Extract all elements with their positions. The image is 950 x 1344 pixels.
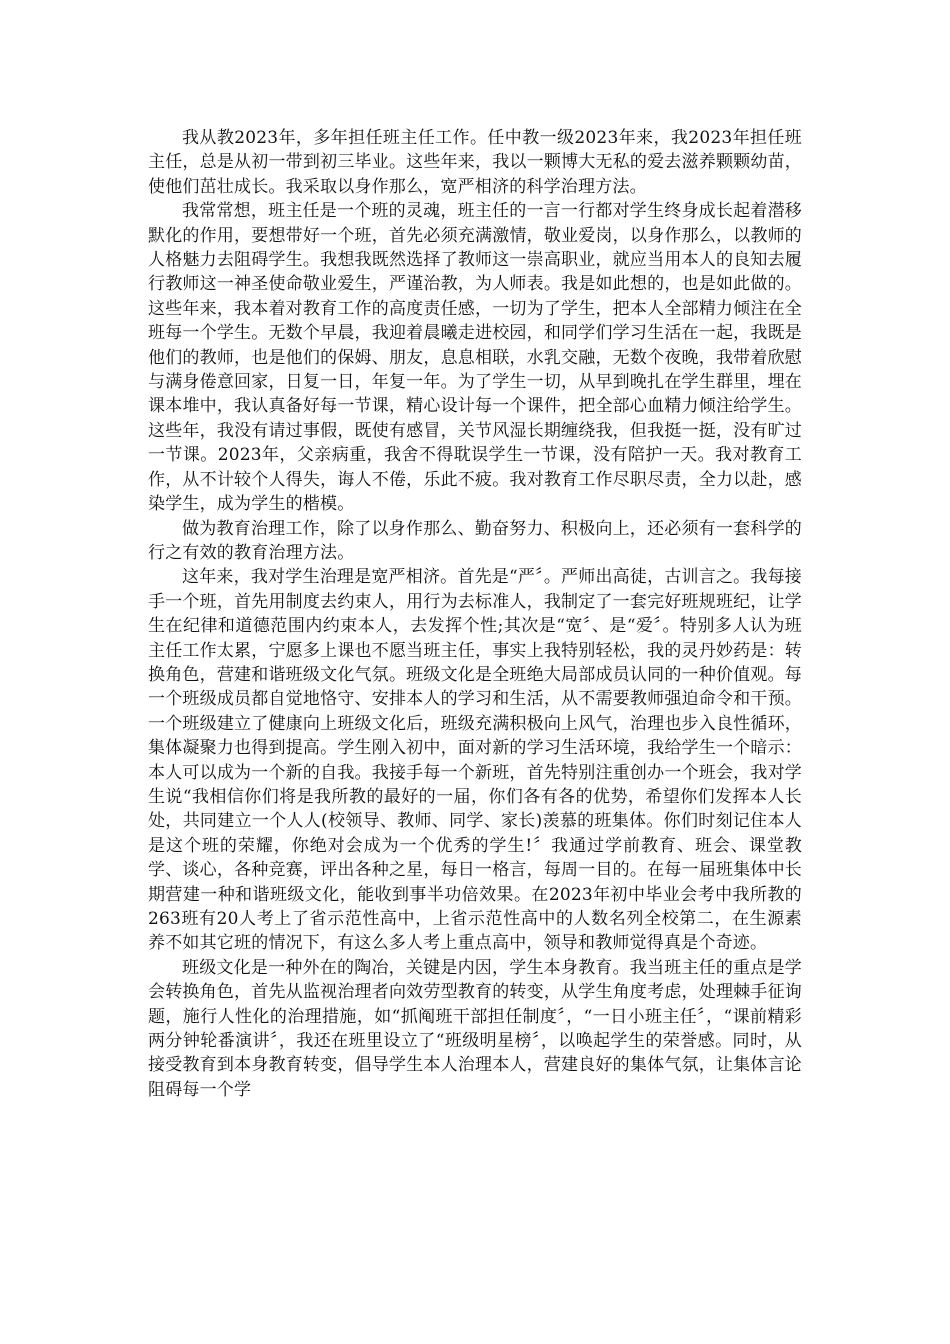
paragraph-4: 这年来，我对学生治理是宽严相济。首先是“严〞。严师出高徒，古训言之。我每接手一个班，首先用制度去约束人，用行为去标准人，我制定了一套完好班规班纪，让学生在纪律和道德范围内约束本人，去发挥个性;其次是“宽〞、是“爱〞。特别多人认为班主任工作太累，宁愿多上课也不愿当班主任，事实上我特别轻松，我的灵丹妙药是：转换角色，营建和谐班级文化气氛。班级文化是全班绝大局部成员认同的一种价值观。每一个班级成员都自觉地恪守、安排本人的学习和生活，从不需要教师强迫命令和干预。一个班级建立了健康向上班级文化后，班级充满积极向上风气，治理也步入良性循环，集体凝聚力也得到提高。学生刚入初中，面对新的学习生活环境，我给学生一个暗示：本人可以成为一个新的自我。我接手每一个新班，首先特别注重创办一个班会，我对学生说“我相信你们将是我所教的最好的一届，你们各有各的优势，希望你们发挥本人长处，共同建立一个人人(校领导、教师、同学、家长)羡慕的班集体。你们时刻记住本人是这个班的荣耀，你绝对会成为一个优秀的学生!〞我通过学前教育、班会、课堂教学、谈心，各种竞赛，评出各种之星，每日一格言，每周一目的。在每一届班集体中长期营建一种和谐班级文化，能收到事半功倍效果。在2023年初中毕业会考中我所教的263班有20人考上了省示范性高中，上省示范性高中的人数名列全校第二，在生源素养不如其它班的情况下，有这么多人考上重点高中，领导和教师觉得真是个奇迹。 — [148, 567, 802, 954]
paragraph-1: 我从教2023年，多年担任班主任工作。任中教一级2023年来，我2023年担任班主任，总是从初一带到初三毕业。这些年来，我以一颗博大无私的爱去滋养颗颗幼苗，使他们茁壮成长。我采取以身作那么，宽严相济的科学治理方法。 — [148, 128, 802, 197]
paragraph-2: 我常常想，班主任是一个班的灵魂，班主任的一言一行都对学生终身成长起着潜移默化的作用，要想带好一个班，首先必须充满激情，敬业爱岗，以身作那么，以教师的人格魅力去阻碍学生。我想我既然选择了教师这一崇高职业，就应当用本人的良知去履行教师这一神圣使命敬业爱生，严谨治教，为人师表。我是如此想的，也是如此做的。这些年来，我本着对教育工作的高度责任感，一切为了学生，把本人全部精力倾注在全班每一个学生。无数个早晨，我迎着晨曦走进校园，和同学们学习生活在一起，我既是他们的教师，也是他们的保姆、朋友，息息相联，水乳交融，无数个夜晚，我带着欣慰与满身倦意回家，日复一日，年复一年。为了学生一切，从早到晚扎在学生群里，埋在课本堆中，我认真备好每一节课，精心设计每一个课件，把全部心血精力倾注给学生。这些年，我没有请过事假，既使有感冒，关节风湿长期缠绕我，但我挺一挺，没有旷过一节课。2023年，父亲病重，我舍不得耽误学生一节课，没有陪护一天。我对教育工作，从不计较个人得失，诲人不倦，乐此不疲。我对教育工作尽职尽责，全力以赴，感染学生，成为学生的楷模。 — [148, 201, 802, 515]
document-page — [148, 126, 802, 1102]
paragraph-3: 做为教育治理工作，除了以身作那么、勤奋努力、积极向上，还必须有一套科学的行之有效的教育治理方法。 — [148, 518, 802, 563]
paragraph-5: 班级文化是一种外在的陶冶，关键是内因，学生本身教育。我当班主任的重点是学会转换角色，首先从监视治理者向效劳型教育的转变，从学生角度考虑，处理棘手征询题，施行人性化的治理措施，如“抓阄班干部担任制度〞，“一日小班主任〞，“课前精彩两分钟轮番演讲〞，我还在班里设立了“班级明星榜〞，以唤起学生的荣誉感。同时，从接受教育到本身教育转变，倡导学生本人治理本人，营建良好的集体气氛，让集体言论阻碍每一个学 — [148, 957, 802, 1100]
